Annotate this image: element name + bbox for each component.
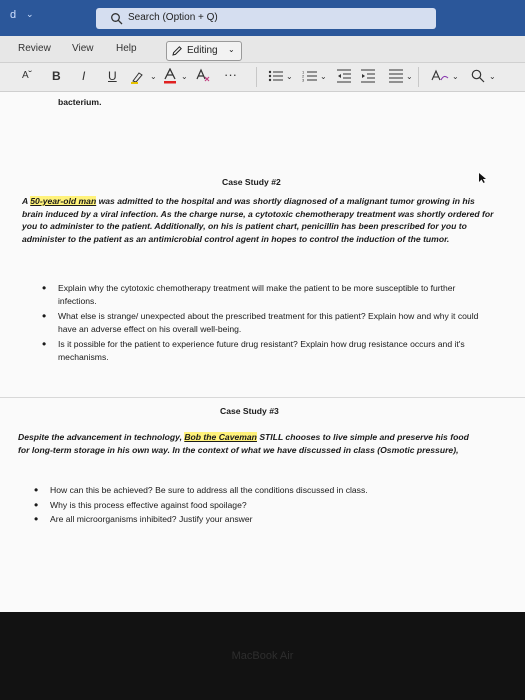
highlighted-phrase: Bob the Caveman [184, 432, 257, 442]
chevron-down-icon[interactable]: ⌄ [286, 72, 293, 81]
font-color-icon[interactable] [163, 68, 177, 84]
search-input[interactable] [96, 8, 436, 29]
list-item: • Why is this process effective against food spoilage? [32, 499, 472, 512]
case-study-2-title: Case Study #2 [222, 177, 281, 187]
chevron-down-icon: ⌄ [228, 45, 235, 54]
list-item: • Explain why the cytotoxic chemotherapy treatment will make the patient to be more susceptible to further infections. [40, 282, 492, 307]
page-divider [0, 397, 525, 398]
ribbon-divider [256, 67, 257, 87]
document-canvas[interactable] [0, 92, 525, 612]
svg-text:3: 3 [302, 77, 305, 83]
underline-button[interactable]: U [108, 69, 117, 83]
italic-button[interactable]: I [82, 69, 86, 83]
clear-formatting-icon[interactable] [195, 68, 211, 84]
menu-bar [0, 36, 525, 63]
cursor-icon [478, 172, 487, 184]
previous-text: bacterium. [58, 97, 102, 107]
case-study-3-questions [32, 484, 472, 526]
chevron-down-icon[interactable]: ⌄ [26, 9, 34, 19]
list-item: • How can this be achieved? Be sure to address all the conditions discussed in class. [32, 484, 472, 497]
align-icon[interactable] [388, 69, 404, 83]
case-study-3-paragraph [18, 431, 482, 456]
menu-help[interactable]: Help [116, 43, 137, 54]
chevron-down-icon[interactable]: ⌄ [406, 72, 413, 81]
para-body: STILL chooses to live simple and preserve his food for long-term storage in his own way. In the context of what we have discussed in class (Osmotic pressure), [18, 432, 469, 455]
more-options-button[interactable]: ··· [224, 67, 237, 82]
ribbon-divider [418, 67, 419, 87]
find-icon[interactable] [470, 68, 486, 84]
menu-review[interactable]: Review [18, 43, 51, 54]
app-name: d [10, 9, 17, 21]
para-lead: Despite the advancement in technology, [18, 432, 185, 442]
highlight-icon[interactable] [130, 70, 146, 84]
chevron-down-icon[interactable]: ⌄ [181, 72, 188, 81]
laptop-bezel [0, 612, 525, 700]
pencil-icon [171, 45, 183, 57]
para-body: was admitted to the hospital and was shortly diagnosed of a malignant tumor growing in his brain induced by a viral infection. As the charge nurse, a cytotoxic chemotherapy treatment was shortly ordered for you to administer to the patient. Additionally, on his is patient chart, penicillin has been prescribed for you to administer to the patient as an antimicrobial control agent in hopes to control the induction of the tumor. [22, 196, 494, 244]
font-size-button[interactable]: A˘ [22, 70, 32, 81]
search-icon [110, 12, 124, 26]
highlighted-phrase: 50-year-old man [30, 196, 97, 206]
svg-text:2: 2 [302, 73, 305, 79]
bullet-list-icon[interactable] [268, 69, 284, 83]
decrease-indent-icon[interactable] [336, 69, 352, 83]
search-placeholder: Search (Option + Q) [128, 12, 218, 23]
chevron-down-icon[interactable]: ⌄ [452, 72, 459, 81]
editing-mode-button[interactable] [166, 41, 242, 61]
menu-view[interactable]: View [72, 43, 94, 54]
styles-icon[interactable] [430, 68, 450, 84]
title-bar [0, 0, 525, 36]
case-study-2-paragraph [22, 195, 494, 245]
formatting-ribbon [0, 63, 525, 92]
chevron-down-icon[interactable]: ⌄ [489, 72, 496, 81]
svg-text:1: 1 [302, 69, 305, 75]
list-item: • Are all microorganisms inhibited? Justify your answer [32, 513, 472, 526]
numbered-list-icon[interactable] [302, 69, 318, 83]
increase-indent-icon[interactable] [360, 69, 376, 83]
chevron-down-icon[interactable]: ⌄ [320, 72, 327, 81]
case-study-2-questions [40, 282, 492, 364]
editing-label: Editing [187, 45, 218, 56]
device-brand: MacBook Air [231, 650, 294, 662]
list-item: • Is it possible for the patient to experience future drug resistant? Explain how drug resistance occurs and it's mechanisms. [40, 338, 492, 363]
chevron-down-icon[interactable]: ⌄ [150, 72, 157, 81]
case-study-3-title: Case Study #3 [220, 406, 279, 416]
bold-button[interactable]: B [52, 69, 61, 83]
para-lead: A [22, 196, 31, 206]
list-item: • What else is strange/ unexpected about the prescribed treatment for this patient? Explain how and why it could have an adverse effect on his overall well-being. [40, 310, 492, 335]
